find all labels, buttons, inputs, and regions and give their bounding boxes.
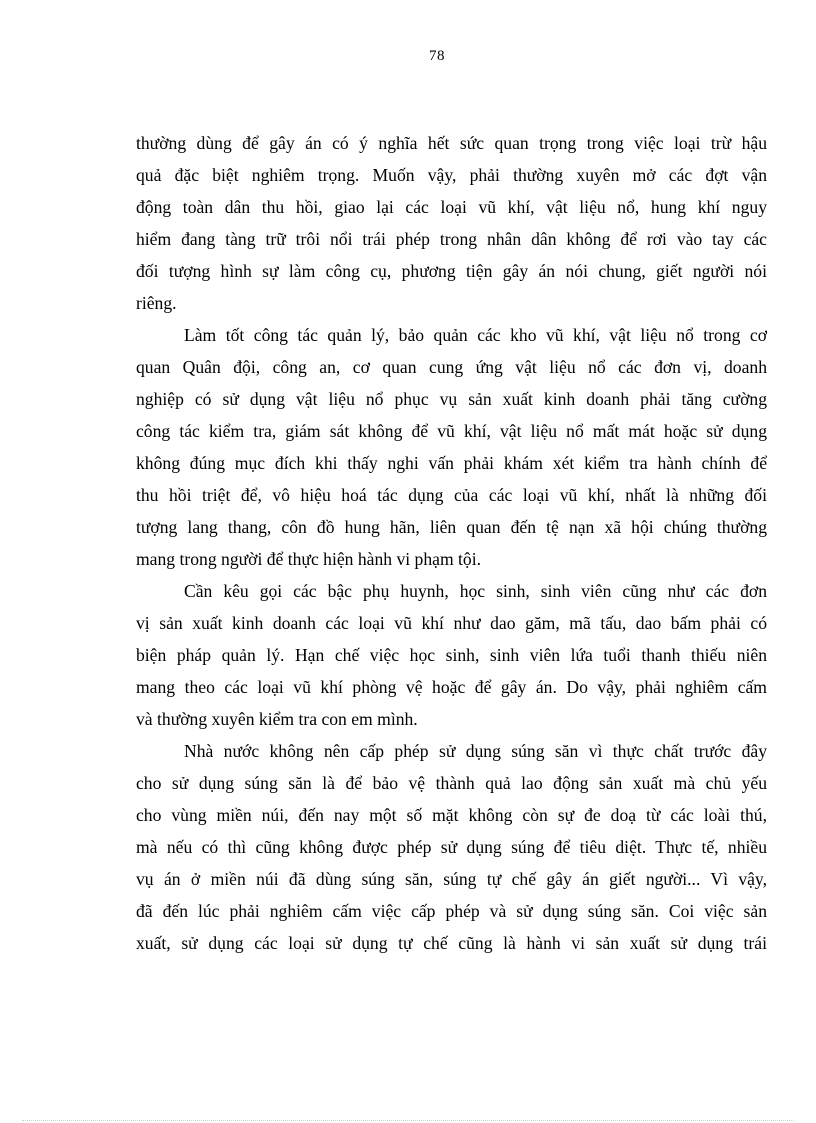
text-line: mang theo các loại vũ khí phòng vệ hoặc để gây án. Do vậy, phải nghiêm cấm	[136, 677, 767, 697]
text-line: thường dùng để gây án có ý nghĩa hết sức quan trọng trong việc loại trừ hậu	[136, 133, 767, 153]
text-line: vị sản xuất kinh doanh các loại vũ khí như dao găm, mã tấu, dao bấm phải có	[136, 613, 767, 633]
paragraph-3	[136, 575, 767, 735]
page-bottom-border	[22, 1120, 794, 1121]
text-line: mang trong người để thực hiện hành vi phạm tội.	[136, 549, 482, 569]
text-line: biện pháp quản lý. Hạn chế việc học sinh, sinh viên lứa tuổi thanh thiếu niên	[136, 645, 767, 665]
body-text	[136, 127, 767, 959]
text-line: cho vùng miền núi, đến nay một số mặt không còn sự đe doạ từ các loài thú,	[136, 805, 767, 825]
text-line: động toàn dân thu hồi, giao lại các loại vũ khí, vật liệu nổ, hung khí nguy	[136, 197, 767, 217]
text-line: Cần kêu gọi các bậc phụ huynh, học sinh, sinh viên cũng như các đơn	[184, 581, 767, 601]
text-line: Nhà nước không nên cấp phép sử dụng súng săn vì thực chất trước đây	[184, 741, 767, 761]
text-line: mà nếu có thì cũng không được phép sử dụng súng để tiêu diệt. Thực tế, nhiều	[136, 837, 767, 857]
text-line: hiểm đang tàng trữ trôi nổi trái phép trong nhân dân không để rơi vào tay các	[136, 229, 767, 249]
text-line: quan Quân đội, công an, cơ quan cung ứng vật liệu nổ các đơn vị, doanh	[136, 357, 767, 377]
paragraph-4	[136, 735, 767, 959]
text-line: vụ án ở miền núi đã dùng súng săn, súng tự chế gây án giết người... Vì vậy,	[136, 869, 767, 889]
text-line: riêng.	[136, 293, 177, 313]
text-line: và thường xuyên kiểm tra con em mình.	[136, 709, 418, 729]
text-line: Làm tốt công tác quản lý, bảo quản các kho vũ khí, vật liệu nổ trong cơ	[184, 325, 767, 345]
text-line: quả đặc biệt nghiêm trọng. Muốn vậy, phải thường xuyên mở các đợt vận	[136, 165, 767, 185]
paragraph-1	[136, 127, 767, 319]
text-line: cho sử dụng súng săn là để bảo vệ thành quả lao động sản xuất mà chủ yếu	[136, 773, 767, 793]
text-line: công tác kiểm tra, giám sát không để vũ khí, vật liệu nổ mất mát hoặc sử dụng	[136, 421, 767, 441]
paragraph-2	[136, 319, 767, 575]
text-line: thu hồi triệt để, vô hiệu hoá tác dụng của các loại vũ khí, nhất là những đối	[136, 485, 767, 505]
text-line: tượng lang thang, côn đồ hung hãn, liên quan đến tệ nạn xã hội chúng thường	[136, 517, 767, 537]
page-number: 78	[429, 48, 445, 64]
text-line: xuất, sử dụng các loại sử dụng tự chế cũng là hành vi sản xuất sử dụng trái	[136, 933, 767, 953]
text-line: không đúng mục đích khi thấy nghi vấn phải khám xét kiểm tra hành chính để	[136, 453, 767, 473]
text-line: đã đến lúc phải nghiêm cấm việc cấp phép và sử dụng súng săn. Coi việc sản	[136, 901, 767, 921]
text-line: đối tượng hình sự làm công cụ, phương tiện gây án nói chung, giết người nói	[136, 261, 767, 281]
text-line: nghiệp có sử dụng vật liệu nổ phục vụ sản xuất kinh doanh phải tăng cường	[136, 389, 767, 409]
